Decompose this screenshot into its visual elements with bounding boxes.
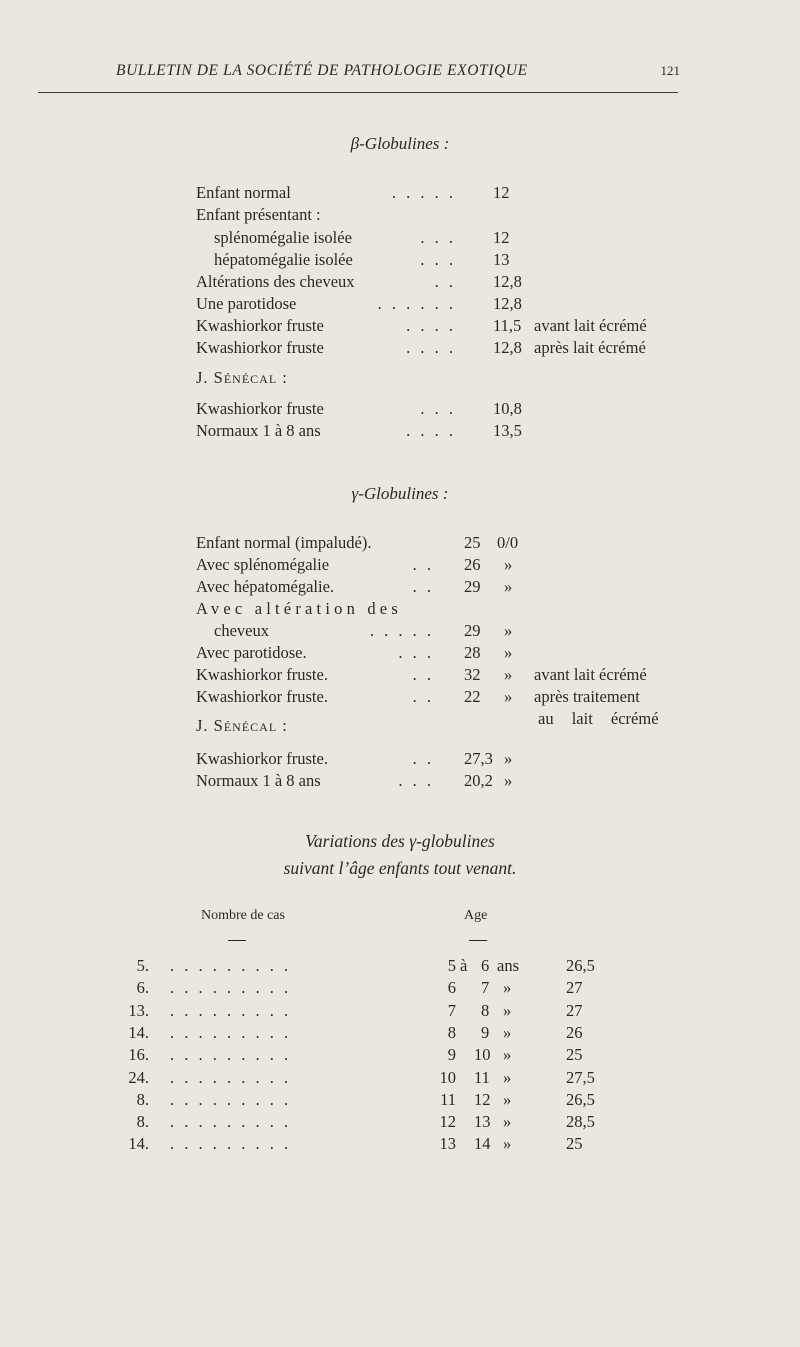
table-row	[0, 1133, 800, 1155]
cell-age-unit: »	[503, 1000, 512, 1020]
cell-cases: 14.	[128, 1134, 149, 1154]
row-label: Avec hépatomégalie.	[196, 577, 335, 596]
gamma-senecal-row	[196, 770, 696, 792]
row-label: Kwashiorkor fruste.	[196, 687, 328, 706]
table-row	[0, 1089, 800, 1111]
cell-age-from: 10	[439, 1067, 456, 1087]
row-label: cheveux	[214, 621, 269, 640]
cell-age-to: 6	[481, 956, 490, 975]
leader-dots: . . . . . . . . .	[170, 1067, 292, 1087]
column-header-cases: Nombre de cas	[201, 908, 285, 923]
header-dash	[469, 940, 487, 941]
cell-age-to: 14	[474, 1134, 491, 1154]
row-label: Enfant présentant :	[196, 205, 321, 224]
cell-age-from: 7	[447, 1000, 456, 1020]
row-label: Kwashiorkor fruste	[196, 338, 324, 357]
row-label: Kwashiorkor fruste.	[196, 665, 328, 684]
row-label: Enfant normal	[196, 183, 291, 202]
cell-age-from: 13	[439, 1134, 456, 1154]
row-label: splénomégalie isolée	[214, 228, 352, 247]
cell-age-from: 12	[439, 1112, 456, 1132]
cell-age-unit: »	[503, 1134, 512, 1154]
row-value: 11,5	[493, 316, 522, 335]
row-label: Avec splénomégalie	[196, 555, 330, 574]
row-unit: »	[504, 555, 513, 574]
variations-title-line2: suivant l’âge enfants tout venant.	[283, 858, 517, 878]
running-header	[116, 62, 680, 80]
leader-dots: . . . . . .	[377, 294, 456, 313]
cell-age-unit: »	[503, 1045, 512, 1065]
row-note: au lait écrémé	[538, 709, 659, 728]
row-unit: »	[504, 665, 513, 684]
row-label: Kwashiorkor fruste	[196, 316, 324, 335]
cell-cases: 5.	[136, 956, 149, 975]
row-note: après traitement	[534, 687, 640, 706]
cell-cases: 6.	[136, 978, 149, 998]
leader-dots: . . . . . . . . .	[170, 956, 292, 975]
beta-row	[196, 271, 696, 293]
row-value: 13,5	[493, 421, 522, 440]
leader-dots: . . . . . . . . .	[170, 1112, 292, 1132]
row-value: 26	[464, 555, 481, 574]
cell-cases: 16.	[128, 1045, 149, 1065]
table-row	[0, 1022, 800, 1044]
row-value: 12,8	[493, 294, 522, 313]
row-value: 12	[493, 228, 510, 247]
cell-age-to: 7	[481, 978, 490, 998]
header-dash	[228, 940, 246, 941]
leader-dots: . .	[412, 749, 434, 768]
gamma-row	[196, 576, 696, 598]
table-row	[0, 1044, 800, 1066]
leader-dots: . . .	[398, 771, 434, 790]
leader-dots: . . . . . . . . .	[170, 1022, 292, 1042]
row-label: Altérations des cheveux	[196, 272, 355, 291]
row-unit: »	[504, 577, 513, 596]
cell-age-unit: ans	[497, 956, 519, 975]
cell-age-unit: »	[503, 978, 512, 998]
cell-cases: 8.	[136, 1089, 149, 1109]
senecal-label: J. Sénécal :	[196, 368, 288, 387]
cell-age-to: 11	[474, 1067, 490, 1087]
gamma-row	[196, 598, 696, 620]
cell-age-from: 6	[447, 978, 456, 998]
row-value: 20,2	[464, 771, 493, 790]
cell-cases: 13.	[128, 1000, 149, 1020]
row-label: hépatomégalie isolée	[214, 250, 353, 269]
gamma-row	[196, 642, 696, 664]
beta-senecal-row	[196, 420, 696, 442]
row-label: Kwashiorkor fruste.	[196, 749, 328, 768]
row-value: 22	[464, 687, 481, 706]
row-value: 12	[493, 183, 510, 202]
leader-dots: . . . . . . . . .	[170, 1045, 292, 1065]
gamma-row	[196, 532, 696, 554]
leader-dots: . . . . . . . . .	[170, 1134, 292, 1154]
leader-dots: . . . .	[406, 316, 456, 335]
leader-dots: . . . . . . . . .	[170, 1000, 292, 1020]
leader-dots: . .	[412, 665, 434, 684]
row-unit: »	[504, 621, 513, 640]
row-unit: »	[504, 771, 513, 790]
cell-age-unit: »	[503, 1067, 512, 1087]
leader-dots: . . .	[420, 228, 456, 247]
row-label: Une parotidose	[196, 294, 297, 313]
cell-value: 27	[566, 1000, 583, 1020]
row-value: 25	[464, 533, 481, 552]
row-value: 29	[464, 621, 481, 640]
beta-senecal-row	[196, 398, 696, 420]
cell-age-to: 12	[474, 1089, 491, 1109]
table-row	[0, 977, 800, 999]
cell-cases: 14.	[128, 1022, 149, 1042]
gamma-row	[196, 686, 696, 708]
row-unit: »	[504, 687, 513, 706]
beta-title: β-Globulines :	[350, 134, 450, 153]
row-value: 32	[464, 665, 481, 684]
variations-title-line1: Variations des γ-globulines	[305, 831, 495, 851]
cell-age-to: 10	[474, 1045, 491, 1065]
cell-value: 28,5	[566, 1112, 595, 1132]
beta-row	[196, 182, 696, 204]
row-value: 28	[464, 643, 481, 662]
row-label: Avec parotidose.	[196, 643, 307, 662]
row-unit: 0/0	[497, 533, 519, 552]
cell-cases: 24.	[128, 1067, 149, 1087]
leader-dots: . .	[412, 555, 434, 574]
cell-age-unit: »	[503, 1022, 512, 1042]
leader-dots: . . .	[420, 399, 456, 418]
cell-age-from: 9	[447, 1045, 456, 1065]
leader-dots: . . .	[398, 643, 434, 662]
row-value: 12,8	[493, 272, 522, 291]
cell-age-to: 13	[474, 1112, 491, 1132]
gamma-senecal-row	[196, 748, 696, 770]
cell-age-unit: »	[503, 1112, 512, 1132]
cell-value: 25	[566, 1045, 583, 1065]
row-value: 29	[464, 577, 481, 596]
beta-row	[196, 337, 696, 359]
leader-dots: . . . .	[406, 338, 456, 357]
senecal-label: J. Sénécal :	[196, 716, 288, 735]
row-label: Normaux 1 à 8 ans	[196, 771, 321, 790]
table-row	[0, 1000, 800, 1022]
beta-row	[196, 227, 696, 249]
leader-dots: . .	[434, 272, 456, 291]
row-label: Kwashiorkor fruste	[196, 399, 324, 418]
beta-row	[196, 204, 696, 226]
gamma-row	[196, 554, 696, 576]
row-unit: »	[504, 643, 513, 662]
cell-age-to: 8	[481, 1000, 490, 1020]
leader-dots: . . .	[420, 250, 456, 269]
gamma-title: γ-Globulines :	[351, 484, 449, 503]
row-unit: »	[504, 749, 513, 768]
leader-dots: . . . .	[406, 421, 456, 440]
row-note: après lait écrémé	[534, 338, 646, 357]
row-note: avant lait écrémé	[534, 665, 647, 684]
cell-age-unit: »	[503, 1089, 512, 1109]
cell-age-sep: à	[460, 956, 468, 975]
beta-row	[196, 249, 696, 271]
cell-cases: 8.	[136, 1112, 149, 1132]
row-value: 13	[493, 250, 510, 269]
leader-dots: . .	[412, 577, 434, 596]
row-note: avant lait écrémé	[534, 316, 647, 335]
page-number: 121	[660, 63, 680, 78]
row-value: 12,8	[493, 338, 522, 357]
leader-dots: . . . . . . . . .	[170, 978, 292, 998]
header-rule	[38, 92, 678, 93]
table-row	[0, 1067, 800, 1089]
row-label: Enfant normal (impaludé).	[196, 533, 372, 552]
gamma-row	[196, 664, 696, 686]
cell-age-from: 5	[447, 956, 456, 975]
beta-row	[196, 293, 696, 315]
row-label: Avec altération des	[196, 599, 402, 618]
row-value: 27,3	[464, 749, 493, 768]
cell-value: 27,5	[566, 1067, 595, 1087]
row-value: 10,8	[493, 399, 522, 418]
leader-dots: . . . . .	[391, 183, 456, 202]
leader-dots: . .	[412, 687, 434, 706]
cell-value: 27	[566, 978, 583, 998]
journal-title: BULLETIN DE LA SOCIÉTÉ DE PATHOLOGIE EXOTIQUE	[116, 62, 528, 79]
beta-row	[196, 315, 696, 337]
cell-value: 26,5	[566, 956, 595, 975]
cell-value: 25	[566, 1134, 583, 1154]
cell-age-from: 8	[447, 1022, 456, 1042]
cell-age-to: 9	[481, 1022, 490, 1042]
column-header-age: Age	[464, 908, 488, 923]
row-label: Normaux 1 à 8 ans	[196, 421, 321, 440]
leader-dots: . . . . . . . . .	[170, 1089, 292, 1109]
gamma-row	[196, 620, 696, 642]
table-row	[0, 1111, 800, 1133]
cell-value: 26,5	[566, 1089, 595, 1109]
cell-value: 26	[566, 1022, 583, 1042]
cell-age-from: 11	[440, 1089, 456, 1109]
table-row	[0, 955, 800, 977]
leader-dots: . . . . .	[369, 621, 434, 640]
